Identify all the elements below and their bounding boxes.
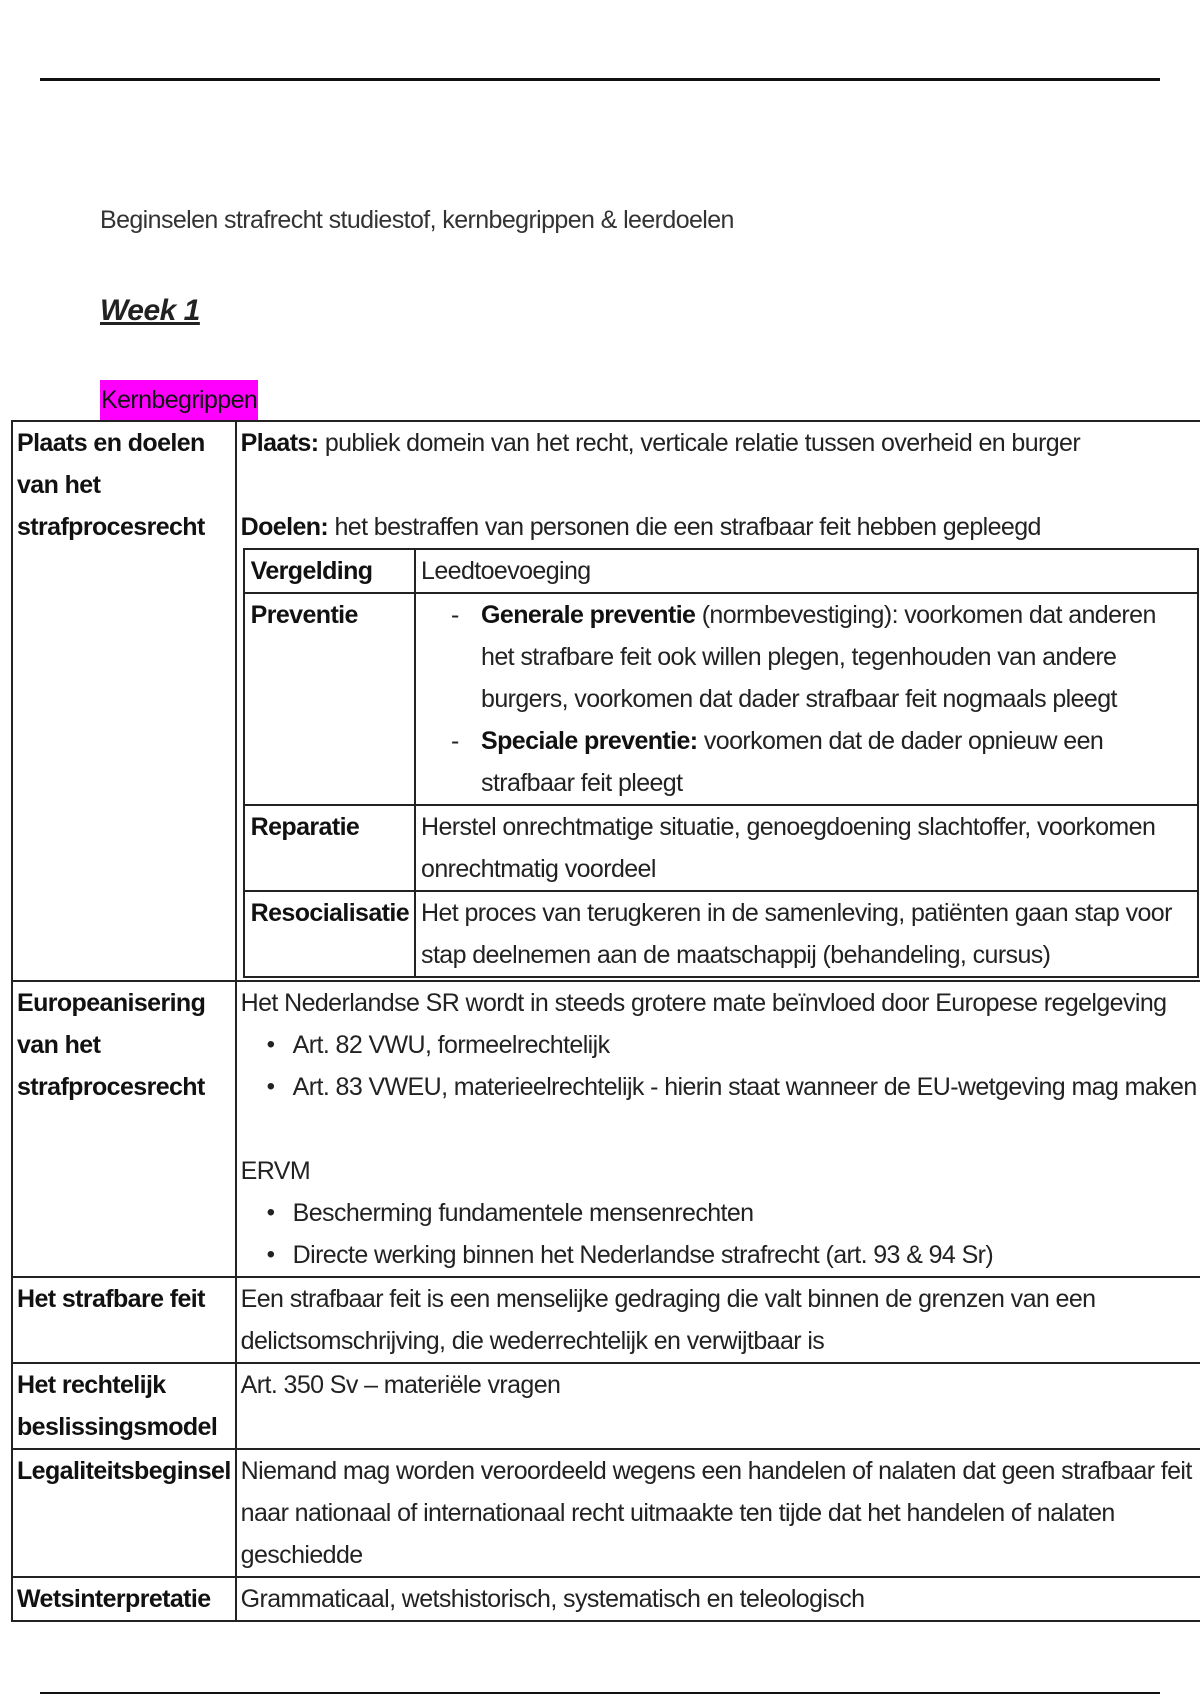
definition-cell: Art. 350 Sv – materiële vragen [236,1363,1200,1449]
term-cell: Europeanisering van het strafprocesrecht [12,981,236,1277]
list-item: • Art. 83 VWEU, materieelrechtelijk - hierin staat wanneer de EU-wetgeving mag maken [293,1066,1199,1108]
goal-label: Resocialisatie [244,891,415,977]
goal-text: Het proces van terugkeren in de samenleving, patiënten gaan stap voor stap deelnemen aan de maatschappij (behandeling, cursus) [415,891,1198,977]
goal-text: Herstel onrechtmatige situatie, genoegdoening slachtoffer, voorkomen onrechtmatig voordeel [415,805,1198,891]
goal-label: Preventie [244,593,415,805]
term-cell: Plaats en doelen van het strafprocesrecht [12,421,236,981]
definition-cell [236,421,1200,981]
goal-text [415,593,1198,805]
term-cell: Het strafbare feit [12,1277,236,1363]
term-cell: Wetsinterpretatie [12,1577,236,1621]
intro-text: Het Nederlandse SR wordt in steeds grotere mate beïnvloed door Europese regelgeving [240,989,1167,1017]
goals-table [243,548,1199,978]
bullet-list [241,1024,1199,1108]
table-row [12,421,1200,981]
generale-text: (normbevestiging): voorkomen dat anderen het strafbare feit ook willen plegen, tegenhouden van andere burgers, voorkomen dat dader strafbaar feit nogmaals pleegt [481,601,1156,713]
plaats-label: Plaats: [240,429,319,457]
goal-label: Vergelding [244,549,415,593]
footer-rule [40,1692,1160,1694]
speciale-text: voorkomen dat de dader opnieuw een strafbaar feit pleegt [481,727,1104,797]
definition-cell [236,981,1200,1277]
doelen-text: het bestraffen van personen die een strafbaar feit hebben gepleegd [328,513,1041,541]
goal-row [244,891,1198,977]
header-rule [40,78,1160,81]
table-row [12,1363,1200,1449]
table-row [12,1277,1200,1363]
list-item: • Directe werking binnen het Nederlandse strafrecht (art. 93 & 94 Sr) [293,1234,1199,1276]
doelen-line [241,506,1199,548]
goal-row [244,593,1198,805]
definition-cell: Een strafbaar feit is een menselijke gedraging die valt binnen de grenzen van een delictsomschrijving, die wederrechtelijk en verwijtbaar is [236,1277,1200,1363]
speciale-label: Speciale preventie: [481,727,698,755]
table-row [12,981,1200,1277]
ervm-label: ERVM [240,1157,311,1185]
concepts-table [11,420,1200,1622]
definition-cell: Grammaticaal, wetshistorisch, systematisch en teleologisch [236,1577,1200,1621]
document-title: Beginselen strafrecht studiestof, kernbegrippen & leerdoelen [100,206,734,234]
goal-text: Leedtoevoeging [415,549,1198,593]
section-label-highlight: Kernbegrippen [100,380,258,420]
list-item: • Bescherming fundamentele mensenrechten [293,1192,1199,1234]
doelen-label: Doelen: [240,513,329,541]
generale-label: Generale preventie [481,601,696,629]
list-item [451,594,1192,720]
list-item: • Art. 82 VWU, formeelrechtelijk [293,1024,1199,1066]
preventie-list [421,594,1192,804]
week-heading: Week 1 [100,294,200,327]
goal-row [244,805,1198,891]
term-cell: Legaliteitsbeginsel [12,1449,236,1577]
definition-cell: Niemand mag worden veroordeeld wegens een handelen of nalaten dat geen strafbaar feit naar nationaal of internationaal recht uitmaakte ten tijde dat het handelen of nalaten geschiedde [236,1449,1200,1577]
bullet-list [241,1192,1199,1276]
list-item [451,720,1192,804]
spacer [241,1108,1199,1150]
term-cell: Het rechtelijk beslissingsmodel [12,1363,236,1449]
table-row [12,1449,1200,1577]
plaats-text: publiek domein van het recht, verticale relatie tussen overheid en burger [318,429,1081,457]
table-row [12,1577,1200,1621]
goal-label: Reparatie [244,805,415,891]
plaats-line [241,422,1199,464]
goal-row [244,549,1198,593]
spacer [241,464,1199,506]
